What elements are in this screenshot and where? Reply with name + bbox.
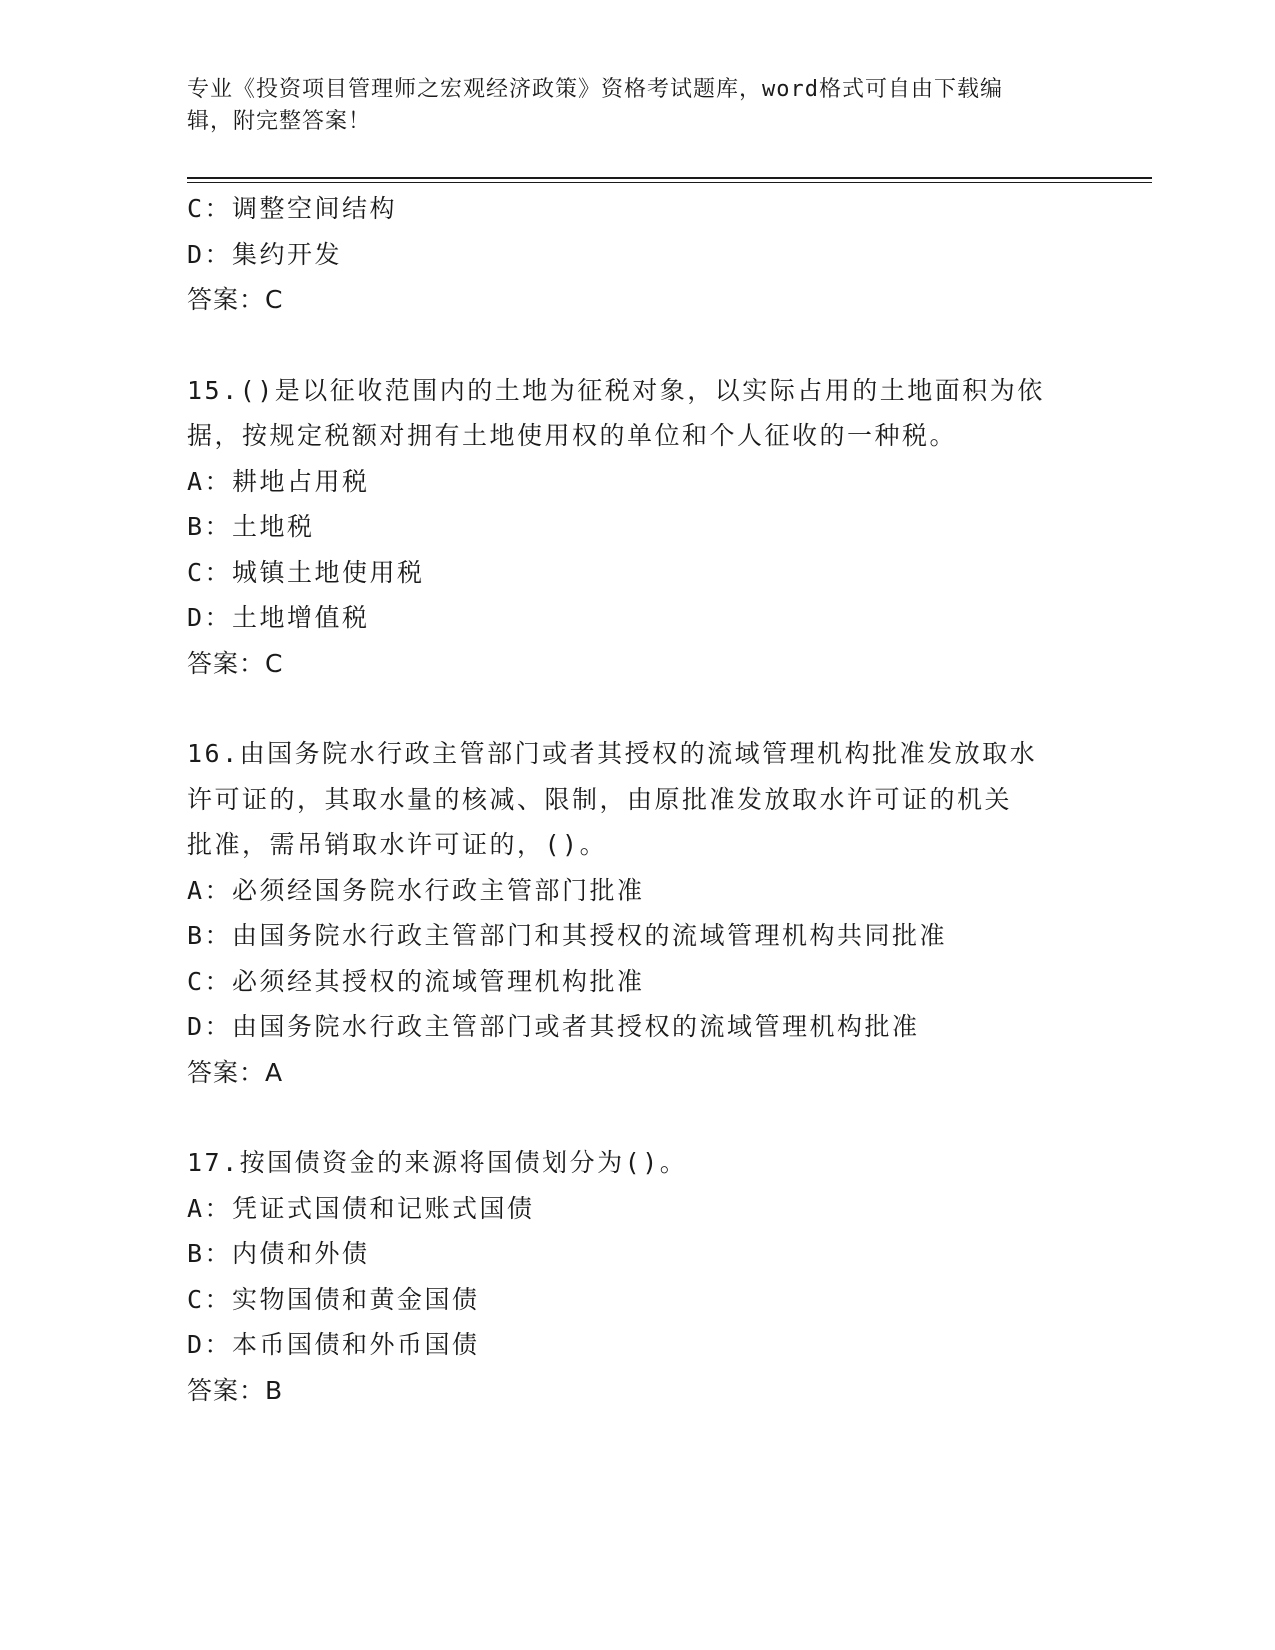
- header-line-2: 辑，附完整答案！: [187, 109, 372, 134]
- option-a: A：耕地占用税: [187, 466, 370, 496]
- question-stem: 许可证的，其取水量的核减、限制，由原批准发放取水许可证的机关: [187, 784, 1013, 814]
- option-a: A：凭证式国债和记账式国债: [187, 1193, 535, 1223]
- question-15: [187, 368, 1077, 687]
- header-divider-thin: [187, 182, 1152, 183]
- question-stem: 15.()是以征收范围内的土地为征税对象，以实际占用的土地面积为依: [187, 375, 1045, 405]
- option-d: D：集约开发: [187, 239, 343, 269]
- option-d: D：由国务院水行政主管部门或者其授权的流域管理机构批准: [187, 1012, 920, 1041]
- question-list: [187, 186, 1077, 1413]
- header-line-1: 专业《投资项目管理师之宏观经济政策》资格考试题库，word格式可自由下载编: [187, 77, 1003, 102]
- spacer: [187, 323, 1077, 368]
- option-b: B：由国务院水行政主管部门和其授权的流域管理机构共同批准: [187, 921, 948, 950]
- question-stem: 16.由国务院水行政主管部门或者其授权的流域管理机构批准发放取水: [187, 739, 1038, 768]
- option-d: D：本币国债和外币国债: [187, 1330, 480, 1359]
- question-16: [187, 731, 1077, 1095]
- answer-line: 答案：C: [187, 285, 284, 314]
- option-c: C：必须经其授权的流域管理机构批准: [187, 966, 645, 996]
- answer-line: 答案：A: [187, 1057, 284, 1087]
- answer-line: 答案：C: [187, 648, 284, 678]
- option-c: C：城镇土地使用税: [187, 557, 425, 587]
- option-b: B：土地税: [187, 512, 315, 541]
- question-17: [187, 1140, 1077, 1413]
- header-divider-thick: [187, 177, 1152, 179]
- option-c: C：实物国债和黄金国债: [187, 1284, 480, 1314]
- spacer: [187, 686, 1077, 731]
- question-stem: 批准，需吊销取水许可证的，()。: [187, 830, 608, 859]
- answer-line: 答案：B: [187, 1375, 284, 1405]
- option-c: C：调整空间结构: [187, 194, 398, 223]
- option-d: D：土地增值税: [187, 603, 370, 632]
- page-header: [187, 74, 1067, 138]
- option-a: A：必须经国务院水行政主管部门批准: [187, 875, 645, 905]
- question-stem: 17.按国债资金的来源将国债划分为()。: [187, 1148, 688, 1177]
- spacer: [187, 1095, 1077, 1140]
- question-stem: 据，按规定税额对拥有土地使用权的单位和个人征收的一种税。: [187, 421, 958, 450]
- option-b: B：内债和外债: [187, 1239, 370, 1268]
- question-fragment: [187, 186, 1077, 323]
